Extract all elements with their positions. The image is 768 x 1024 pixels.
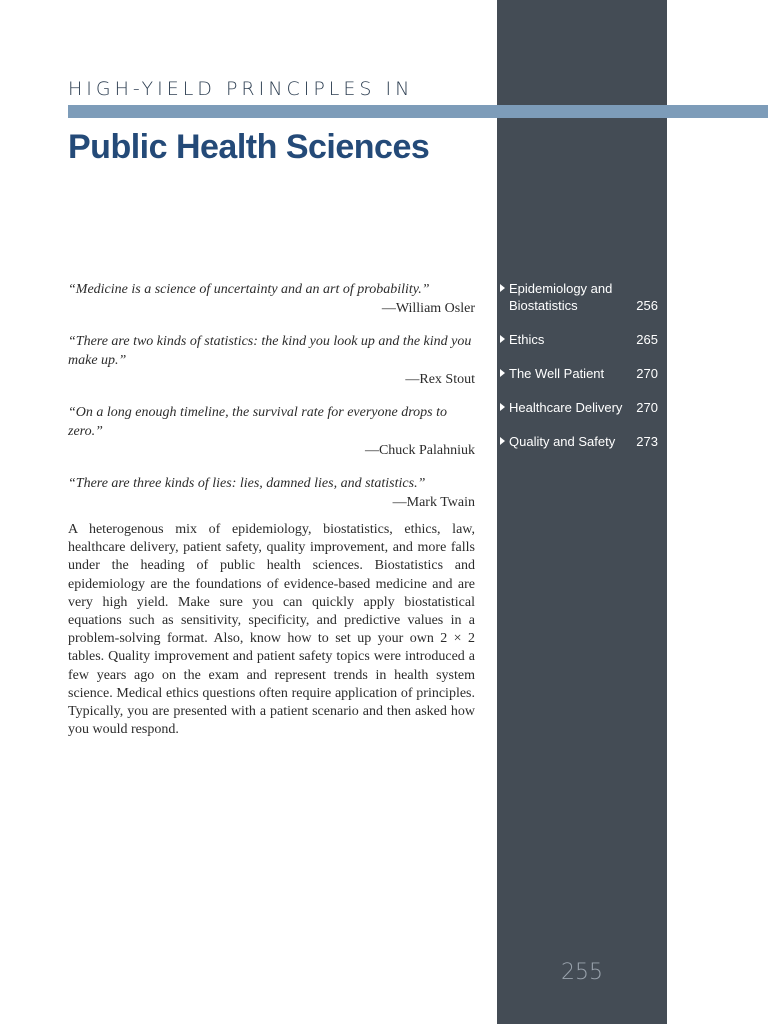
section-kicker: HIGH-YIELD PRINCIPLES IN: [68, 78, 414, 100]
toc-item-epidemiology[interactable]: [500, 280, 658, 314]
quote-author: —William Osler: [381, 301, 475, 316]
triangle-right-icon: [500, 437, 505, 445]
epigraph: [68, 474, 475, 512]
table-of-contents: [500, 280, 658, 450]
toc-item-quality-safety[interactable]: [500, 433, 658, 450]
toc-item-label: Epidemiology and Biostatistics: [509, 281, 613, 313]
quote-text: “There are two kinds of statistics: the kind you look up and the kind you make up.”: [68, 334, 472, 368]
triangle-right-icon: [500, 369, 505, 377]
page-number: 255: [561, 960, 603, 985]
chapter-sidebar: [497, 0, 667, 1024]
triangle-right-icon: [500, 335, 505, 343]
toc-item-ethics[interactable]: [500, 331, 658, 348]
toc-item-page: 273: [636, 434, 658, 449]
toc-item-page: 270: [636, 366, 658, 381]
quote-author: —Rex Stout: [405, 372, 475, 387]
intro-paragraph: A heterogenous mix of epidemiology, biostatistics, ethics, law, healthcare delivery, patient safety, quality improvement, and more falls under the heading of public health sciences. Biostatistics and epidemiology are the foundations of evidence-based medicine and are very high yield. Make sure you can quickly apply biostatistical equations such as sensitivity, specificity, and predictive values in a problem-solving format. Also, know how to set up your own 2 × 2 tables. Quality improvement and patient safety topics were introduced a few years ago on the exam and represent trends in health system science. Medical ethics questions often require application of principles. Typically, you are presented with a patient scenario and then asked how you would respond.: [68, 522, 475, 738]
toc-item-page: 256: [636, 298, 658, 313]
triangle-right-icon: [500, 284, 505, 292]
toc-item-label: Ethics: [509, 332, 545, 347]
toc-item-label: Quality and Safety: [509, 434, 616, 449]
quote-text: “Medicine is a science of uncertainty and an art of probability.”: [68, 282, 430, 297]
triangle-right-icon: [500, 403, 505, 411]
toc-item-healthcare-delivery[interactable]: [500, 399, 658, 416]
quote-author: —Mark Twain: [392, 495, 475, 510]
header-rule: [68, 105, 768, 118]
quote-text: “On a long enough timeline, the survival rate for everyone drops to zero.”: [68, 405, 447, 439]
toc-item-page: 270: [636, 400, 658, 415]
epigraphs: [68, 280, 475, 526]
epigraph: [68, 280, 475, 318]
quote-author: —Chuck Palahniuk: [364, 443, 475, 458]
toc-item-page: 265: [636, 332, 658, 347]
quote-text: “There are three kinds of lies: lies, damned lies, and statistics.”: [68, 476, 426, 491]
toc-item-label: The Well Patient: [509, 366, 605, 381]
epigraph: [68, 403, 475, 460]
toc-item-label: Healthcare Delivery: [509, 400, 623, 415]
epigraph: [68, 332, 475, 389]
toc-item-well-patient[interactable]: [500, 365, 658, 382]
page-title: Public Health Sciences: [68, 128, 430, 166]
